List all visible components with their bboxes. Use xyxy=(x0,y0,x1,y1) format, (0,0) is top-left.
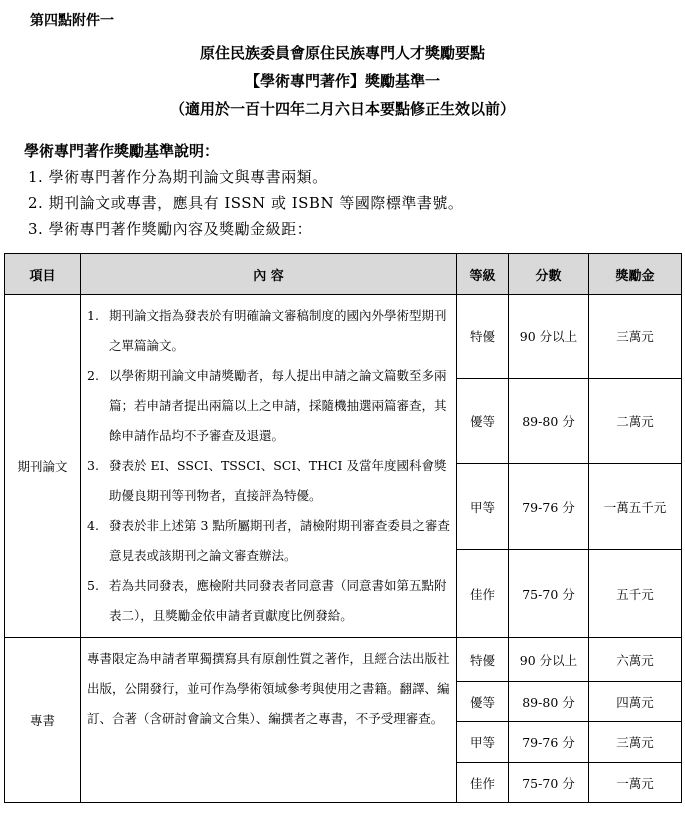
attachment-label: 第四點附件一 xyxy=(30,13,114,29)
rule-item: 4. 發表於非上述第 3 點所屬期刊者，請檢附期刊審查委員之審查意見表或該期刊之論文審查辦法。 xyxy=(87,518,450,563)
table-row xyxy=(5,638,682,682)
grade-cell: 特優 xyxy=(457,295,509,379)
award-cell: 三萬元 xyxy=(589,722,682,763)
rule-item: 2. 以學術期刊論文申請獎勵者，每人提出申請之論文篇數至多兩篇；若申請者提出兩篇以上之申請，採隨機抽選兩篇審查，其餘申請作品均不予審查及退還。 xyxy=(87,368,447,443)
award-cell: 二萬元 xyxy=(589,378,682,464)
header-score: 分數 xyxy=(509,254,589,295)
score-cell: 79-76 分 xyxy=(509,464,589,550)
score-cell: 89-80 分 xyxy=(509,682,589,722)
header-award: 獎勵金 xyxy=(589,254,682,295)
grade-cell: 甲等 xyxy=(457,722,509,763)
award-cell: 一萬五千元 xyxy=(589,464,682,550)
applicability-note: （適用於一百十四年二月六日本要點修正生效以前） xyxy=(169,100,515,118)
intro-item: 2. 期刊論文或專書，應具有 ISSN 或 ISBN 等國際標準書號。 xyxy=(28,194,464,212)
intro-item: 3. 學術專門著作獎勵內容及獎勵金級距： xyxy=(28,220,313,238)
category-journal: 期刊論文 xyxy=(5,295,81,638)
grade-cell: 甲等 xyxy=(457,464,509,550)
score-cell: 75-70 分 xyxy=(509,550,589,638)
intro-heading: 學術專門著作獎勵基準說明： xyxy=(24,142,220,160)
header-category: 項目 xyxy=(5,254,81,295)
award-table xyxy=(4,253,682,803)
header-grade: 等級 xyxy=(457,254,509,295)
document-title: 原住民族委員會原住民族專門人才獎勵要點 xyxy=(199,44,485,62)
score-cell: 75-70 分 xyxy=(509,763,589,803)
table-header-row xyxy=(5,254,682,295)
book-description: 專書限定為申請者單獨撰寫具有原創性質之著作，且經合法出版社出版，公開發行，並可作為學術領域參考與使用之書籍。翻譯、編訂、合著（含研討會論文合集）、編撰者之專書，不予受理審查。 xyxy=(81,638,457,803)
score-cell: 79-76 分 xyxy=(509,722,589,763)
grade-cell: 特優 xyxy=(457,638,509,682)
grade-cell: 佳作 xyxy=(457,763,509,803)
document-subtitle: 【學術專門著作】獎勵基準一 xyxy=(244,72,440,90)
score-cell: 90 分以上 xyxy=(509,638,589,682)
award-cell: 六萬元 xyxy=(589,638,682,682)
award-cell: 一萬元 xyxy=(589,763,682,803)
score-cell: 89-80 分 xyxy=(509,378,589,464)
journal-rules xyxy=(81,295,457,638)
score-cell: 90 分以上 xyxy=(509,295,589,379)
award-cell: 三萬元 xyxy=(589,295,682,379)
grade-cell: 優等 xyxy=(457,682,509,722)
table-row xyxy=(5,295,682,379)
rule-item: 5. 若為共同發表，應檢附共同發表者同意書（同意書如第五點附表二），且獎勵金依申請者貢獻度比例發給。 xyxy=(87,578,447,623)
header-content: 內 容 xyxy=(81,254,457,295)
grade-cell: 優等 xyxy=(457,378,509,464)
grade-cell: 佳作 xyxy=(457,550,509,638)
rule-item: 3. 發表於 EI、SSCI、TSSCI、SCI、THCI 及當年度國科會獎助優良期刊等刊物者，直接評為特優。 xyxy=(87,458,447,503)
rule-item: 1. 期刊論文指為發表於有明確論文審稿制度的國內外學術型期刊之單篇論文。 xyxy=(87,308,447,353)
intro-item: 1. 學術專門著作分為期刊論文與專書兩類。 xyxy=(28,168,328,186)
category-book: 專書 xyxy=(5,638,81,803)
award-cell: 四萬元 xyxy=(589,682,682,722)
award-cell: 五千元 xyxy=(589,550,682,638)
